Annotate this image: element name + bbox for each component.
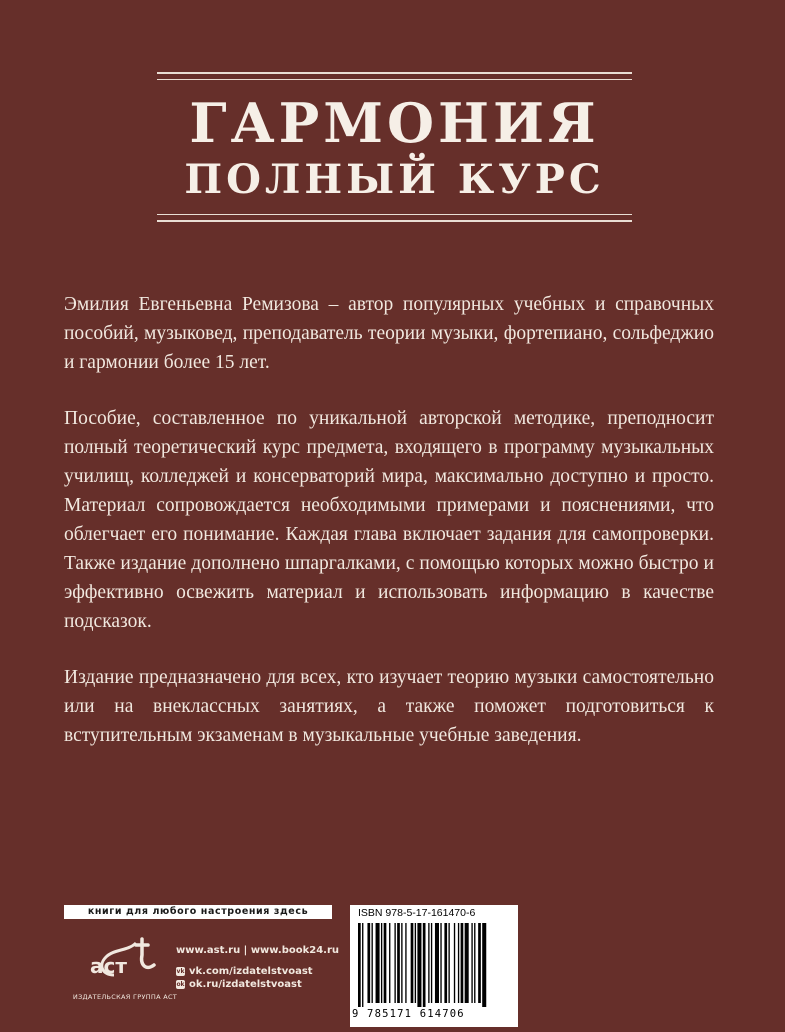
vk-link[interactable]: vk.com/izdatelstvoast [189,966,313,977]
barcode-bar [431,923,432,1003]
websites-link[interactable]: www.ast.ru | www.book24.ru [176,945,340,956]
barcode-bar [458,923,459,1003]
paragraph-audience: Издание предназначено для всех, кто изучает теорию музыки самостоятельно или на внеклассных занятиях, а также поможет подготовиться к вступительным экзаменам в музыкальные учебные заведения. [64,667,714,746]
barcode-bar [401,923,402,1003]
barcode-bar [376,923,380,1003]
barcode-bar [448,923,449,1003]
barcode-bar [415,923,416,1003]
barcode-bar [444,923,447,1003]
barcode-bar [471,923,472,1003]
barcode-bar [397,923,400,1003]
book-subtitle: ПОЛНЫЙ КУРС [184,156,605,203]
logo-text: аст [90,954,127,978]
isbn-barcode-box [350,905,518,1027]
barcode-bar [454,923,455,1003]
barcode-bar [405,923,406,1003]
barcode-bar [394,923,395,1003]
barcode-bar [389,923,390,1003]
barcode-bar [465,923,469,1003]
barcode-bar [428,923,429,1003]
barcode-bar [411,923,414,1003]
barcode-bar [435,923,439,1003]
publisher-links [176,944,339,991]
barcode-bar [474,923,475,1003]
title-frame [157,72,632,222]
ok-link[interactable]: ok.ru/izdatelstvoast [189,979,302,990]
barcode-bar [461,923,464,1003]
vk-row [176,965,339,978]
paragraph-description: Пособие, составленное по уникальной авторской методике, преподносит полный теоретический курс предмета, входящего в программу музыкальных училищ, колледжей и консерваторий мира, максимально доступно и просто. Материал сопровождается необходимыми примерами и пояснениями, что облегчает его понимание. Каждая глава включает задания для самопроверки. Также издание дополнено шпаргалками, с помощью которых можно быстро и эффективно освежить материал и использовать информацию в качестве подсказок. [64,408,714,632]
vk-icon: vk [176,968,185,975]
barcode-bar [440,923,441,1003]
barcode-digits: 9 785171 614706 [352,1008,465,1020]
paragraph-author: Эмилия Евгеньевна Ремизова – автор популярных учебных и справочных пособий, музыковед, преподаватель теории музыки, фортепиано, сольфеджио и гармонии более 15 лет. [64,294,714,373]
book-title: ГАРМОНИЯ [189,91,600,155]
barcode-bar [417,923,421,1007]
barcode-bar [381,923,382,1003]
barcode-bar [367,923,370,1003]
isbn-label: ISBN 978-5-17-161470-6 [358,907,476,919]
barcode-bar [358,923,361,1007]
barcode [356,923,512,1007]
websites-row [176,944,339,957]
ast-logo-icon [84,935,164,983]
annotation-text [64,290,714,777]
barcode-bar [362,923,363,1007]
publisher-tagline: книги для любого настроения здесь [64,905,332,919]
barcode-bar [372,923,373,1003]
publisher-name: ИЗДАТЕЛЬСКАЯ ГРУППА АСТ [72,993,178,1001]
ok-icon: ok [176,981,185,988]
barcode-bar [384,923,387,1003]
barcode-bar [478,923,481,1003]
barcode-bar [423,923,426,1007]
barcode-bar [482,923,486,1007]
ok-row [176,978,339,991]
